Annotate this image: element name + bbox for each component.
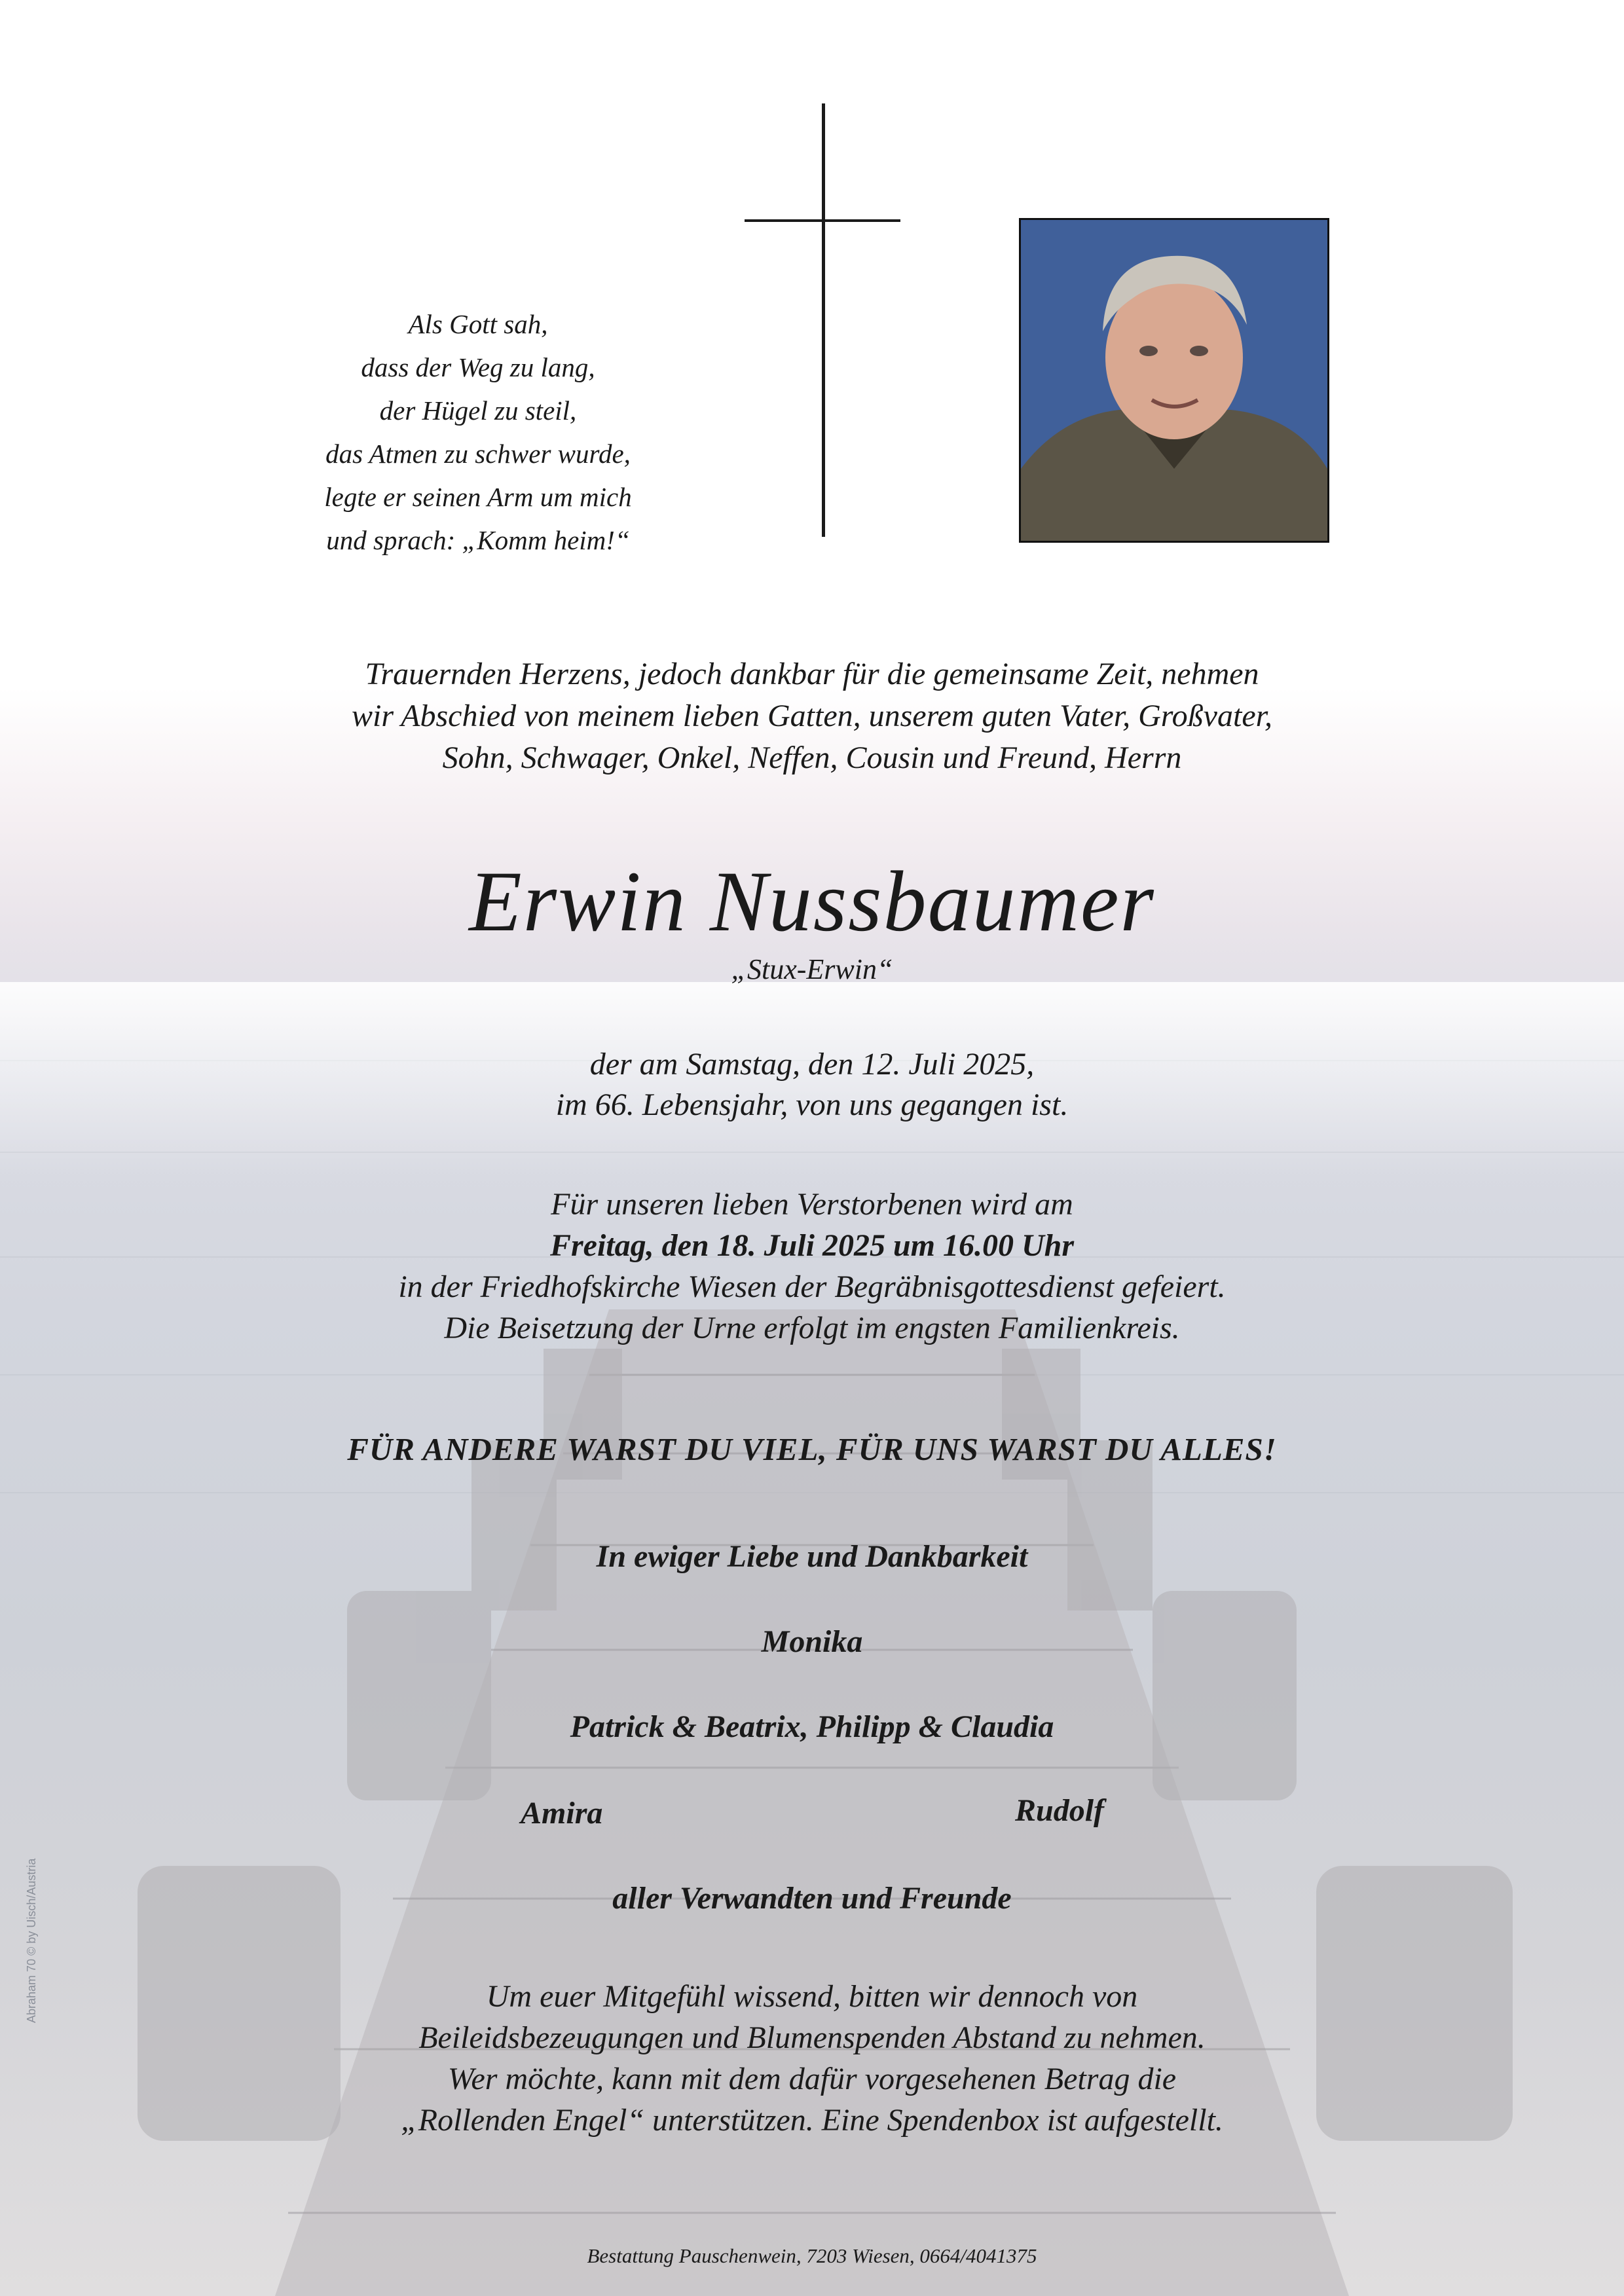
cross-horizontal-bar [745, 219, 900, 222]
image-credit: Abraham 70 © by Uisch/Austria [25, 1858, 38, 2023]
funeral-date: Freitag, den 18. Juli 2025 um 16.00 Uhr [549, 1228, 1075, 1263]
funeral-line: Die Beisetzung der Urne erfolgt im engsten Familienkreis. [444, 1311, 1180, 1345]
closing-line: Um euer Mitgefühl wissend, bitten wir dennoch von [486, 1979, 1138, 2014]
family-relatives: aller Verwandten und Freunde [612, 1881, 1012, 1916]
death-notice [393, 1044, 1231, 1125]
family-spouse: Monika [761, 1624, 863, 1659]
funeral-line: Für unseren lieben Verstorbenen wird am [551, 1187, 1073, 1222]
deceased-name: Erwin Nussbaumer [469, 853, 1155, 949]
portrait-photo [1019, 218, 1329, 543]
death-line: der am Samstag, den 12. Juli 2025, [589, 1047, 1035, 1082]
closing-line: Beileidsbezeugungen und Blumenspenden Abstand zu nehmen. [418, 2020, 1206, 2055]
family-grandchild: Amira [521, 1796, 603, 1831]
closing-line: Wer möchte, kann mit dem dafür vorgesehenen Betrag die [447, 2062, 1177, 2096]
intro-text [196, 653, 1428, 779]
family-heading: In ewiger Liebe und Dankbarkeit [596, 1539, 1028, 1574]
poem-line: dass der Weg zu lang, [361, 352, 595, 382]
cross-vertical-bar [822, 103, 825, 537]
poem-line: und sprach: „Komm heim!“ [326, 525, 630, 555]
poem-line: Als Gott sah, [408, 309, 548, 339]
funeral-info [236, 1184, 1388, 1349]
poem-line: legte er seinen Arm um mich [324, 482, 632, 512]
funeral-line: in der Friedhofskirche Wiesen der Begräbnisgottesdienst gefeiert. [398, 1269, 1226, 1304]
poem [249, 302, 707, 562]
closing-line: „Rollenden Engel“ unterstützen. Eine Spendenbox ist aufgestellt. [401, 2103, 1223, 2138]
motto: FÜR ANDERE WARST DU VIEL, FÜR UNS WARST DU ALLES! [347, 1431, 1277, 1467]
intro-line: Sohn, Schwager, Onkel, Neffen, Cousin und Freund, Herrn [442, 740, 1182, 775]
death-line: im 66. Lebensjahr, von uns gegangen ist. [555, 1087, 1069, 1122]
nickname: „Stux-Erwin“ [731, 953, 893, 985]
closing-text [196, 1976, 1428, 2141]
family-grandchild: Rudolf [1015, 1793, 1105, 1828]
funeral-home-footer: Bestattung Pauschenwein, 7203 Wiesen, 0664/4041375 [587, 2244, 1037, 2267]
family-children: Patrick & Beatrix, Philipp & Claudia [570, 1709, 1054, 1744]
intro-line: Trauernden Herzens, jedoch dankbar für die gemeinsame Zeit, nehmen [365, 657, 1259, 691]
intro-line: wir Abschied von meinem lieben Gatten, unserem guten Vater, Großvater, [352, 699, 1272, 733]
poem-line: das Atmen zu schwer wurde, [325, 439, 631, 469]
poem-line: der Hügel zu steil, [379, 395, 577, 426]
